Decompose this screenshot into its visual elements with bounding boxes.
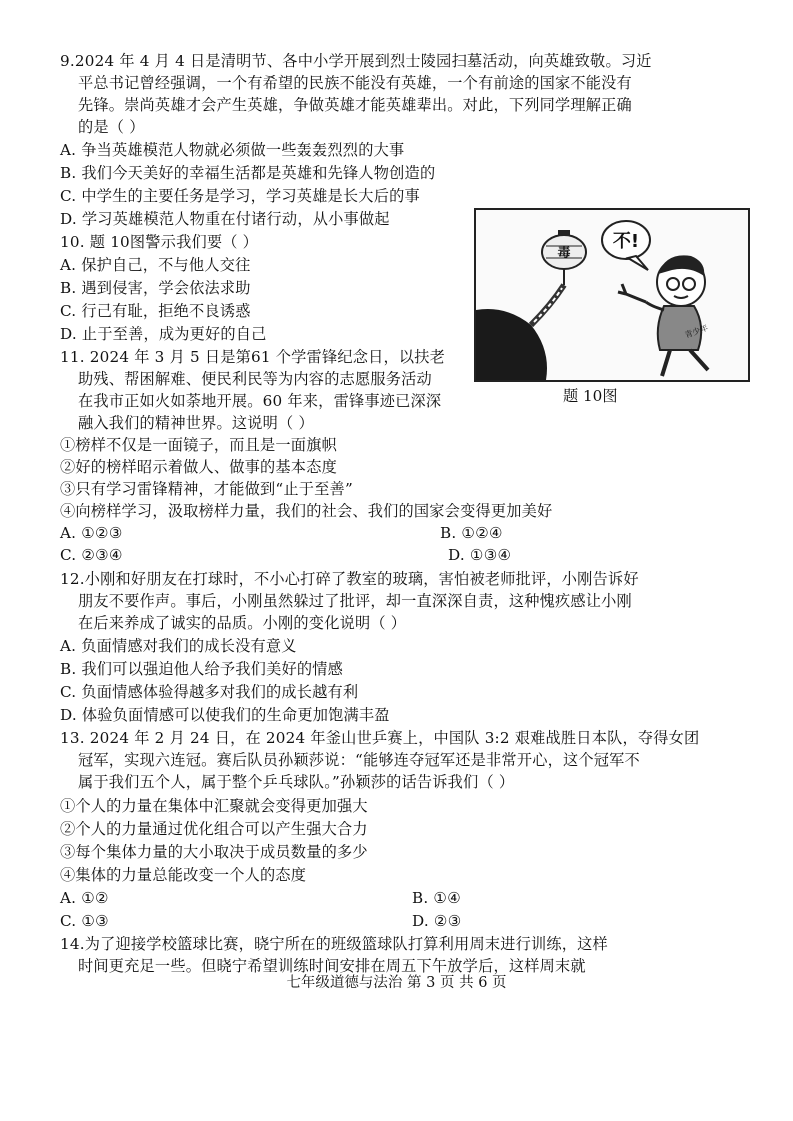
q11-statement-3: ③只有学习雷锋精神，才能做到“止于至善” bbox=[60, 480, 353, 498]
q13-stem-line-2: 冠军，实现六连冠。赛后队员孙颖莎说：“能够连夺冠军还是非常开心，这个冠军不 bbox=[78, 751, 640, 769]
q9-option-d: D. 学习英雄模范人物重在付诸行动，从小事做起 bbox=[60, 210, 390, 228]
q11-stem-line-4: 融入我们的精神世界。这说明（ ） bbox=[78, 414, 314, 432]
q12-option-d: D. 体验负面情感可以使我们的生命更加饱满丰盈 bbox=[60, 706, 390, 724]
q11-option-b: B. ①②④ bbox=[440, 524, 503, 542]
q10-option-a: A. 保护自己，不与他人交往 bbox=[60, 256, 251, 274]
q13-statement-4: ④集体的力量总能改变一个人的态度 bbox=[60, 866, 307, 884]
q14-stem-line-2: 时间更充足一些。但晓宁希望训练时间安排在周五下午放学后，这样周末就 bbox=[78, 957, 586, 975]
q10-cartoon-figure bbox=[474, 208, 750, 382]
q9-option-b: B. 我们今天美好的幸福生活都是英雄和先锋人物创造的 bbox=[60, 164, 436, 182]
q11-statement-1: ①榜样不仅是一面镜子，而且是一面旗帜 bbox=[60, 436, 337, 454]
speech-bubble-text: 不! bbox=[612, 231, 640, 252]
q9-stem-line-2: 平总书记曾经强调，一个有希望的民族不能没有英雄，一个有前途的国家不能没有 bbox=[78, 74, 632, 92]
q10-stem: 10. 题 10图警示我们要（ ） bbox=[60, 233, 259, 251]
q9-option-a: A. 争当英雄模范人物就必须做一些轰轰烈烈的大事 bbox=[60, 141, 405, 159]
q10-figure-caption: 题 10图 bbox=[563, 387, 618, 405]
q9-stem-line-4: 的是（ ） bbox=[78, 118, 145, 136]
q13-stem-line-3: 属于我们五个人，属于整个乒乓球队。”孙颖莎的话告诉我们（ ） bbox=[78, 773, 515, 791]
q13-option-a: A. ①② bbox=[60, 889, 109, 907]
q13-option-b: B. ①④ bbox=[412, 889, 462, 907]
q13-statement-1: ①个人的力量在集体中汇聚就会变得更加强大 bbox=[60, 797, 368, 815]
q12-option-a: A. 负面情感对我们的成长没有意义 bbox=[60, 637, 297, 655]
q10-option-b: B. 遇到侵害，学会依法求助 bbox=[60, 279, 251, 297]
cartoon-illustration bbox=[476, 210, 748, 380]
q12-stem-line-3: 在后来养成了诚实的品质。小刚的变化说明（ ） bbox=[78, 614, 407, 632]
q11-option-c: C. ②③④ bbox=[60, 546, 123, 564]
q11-stem-line-1: 11. 2024 年 3 月 5 日是第61 个学雷锋纪念日，以扶老 bbox=[60, 348, 446, 366]
q11-statement-4: ④向榜样学习，汲取榜样力量，我们的社会、我们的国家会变得更加美好 bbox=[60, 502, 553, 520]
q9-stem-line-3: 先锋。崇尚英雄才会产生英雄，争做英雄才能英雄辈出。对此，下列同学理解正确 bbox=[78, 96, 632, 114]
q13-statement-2: ②个人的力量通过优化组合可以产生强大合力 bbox=[60, 820, 368, 838]
boy-hand bbox=[618, 284, 646, 302]
q13-stem-line-1: 13. 2024 年 2 月 24 日，在 2024 年釜山世乒赛上，中国队 3:2 艰难战胜日本队，夺得女团 bbox=[60, 729, 700, 747]
page-footer: 七年级道德与法治 第 3 页 共 6 页 bbox=[286, 975, 507, 991]
q10-option-d: D. 止于至善，成为更好的自己 bbox=[60, 325, 267, 343]
q14-stem-line-1: 14.为了迎接学校篮球比赛，晓宁所在的班级篮球队打算利用周末进行训练，这样 bbox=[60, 935, 608, 953]
q11-option-d: D. ①③④ bbox=[448, 546, 512, 564]
q9-option-c: C. 中学生的主要任务是学习，学习英雄是长大后的事 bbox=[60, 187, 420, 205]
q9-stem-line-1: 9.2024 年 4 月 4 日是清明节、各中小学开展到烈士陵园扫墓活动，向英雄致敬。习近 bbox=[60, 52, 652, 70]
q11-statement-2: ②好的榜样昭示着做人、做事的基本态度 bbox=[60, 458, 337, 476]
q11-stem-line-3: 在我市正如火如荼地开展。60 年来，雷锋事迹已深深 bbox=[78, 392, 442, 410]
q13-option-c: C. ①③ bbox=[60, 912, 109, 930]
q13-statement-3: ③每个集体力量的大小取决于成员数量的多少 bbox=[60, 843, 368, 861]
q11-option-a: A. ①②③ bbox=[60, 524, 123, 542]
youth-badge: 青少年 bbox=[683, 323, 710, 340]
q10-option-c: C. 行己有耻，拒绝不良诱惑 bbox=[60, 302, 251, 320]
q11-stem-line-2: 助残、帮困解难、便民利民等为内容的志愿服务活动 bbox=[78, 370, 432, 388]
q12-option-c: C. 负面情感体验得越多对我们的成长越有利 bbox=[60, 683, 359, 701]
q12-stem-line-1: 12.小刚和好朋友在打球时，不小心打碎了教室的玻璃，害怕被老师批评，小刚告诉好 bbox=[60, 570, 639, 588]
boy-legs bbox=[662, 350, 708, 376]
q13-option-d: D. ②③ bbox=[412, 912, 462, 930]
q12-option-b: B. 我们可以强迫他人给予我们美好的情感 bbox=[60, 660, 344, 678]
lantern-label: 毒 bbox=[557, 246, 571, 261]
q12-stem-line-2: 朋友不要作声。事后，小刚虽然躲过了批评，却一直深深自责，这种愧疚感让小刚 bbox=[78, 592, 632, 610]
